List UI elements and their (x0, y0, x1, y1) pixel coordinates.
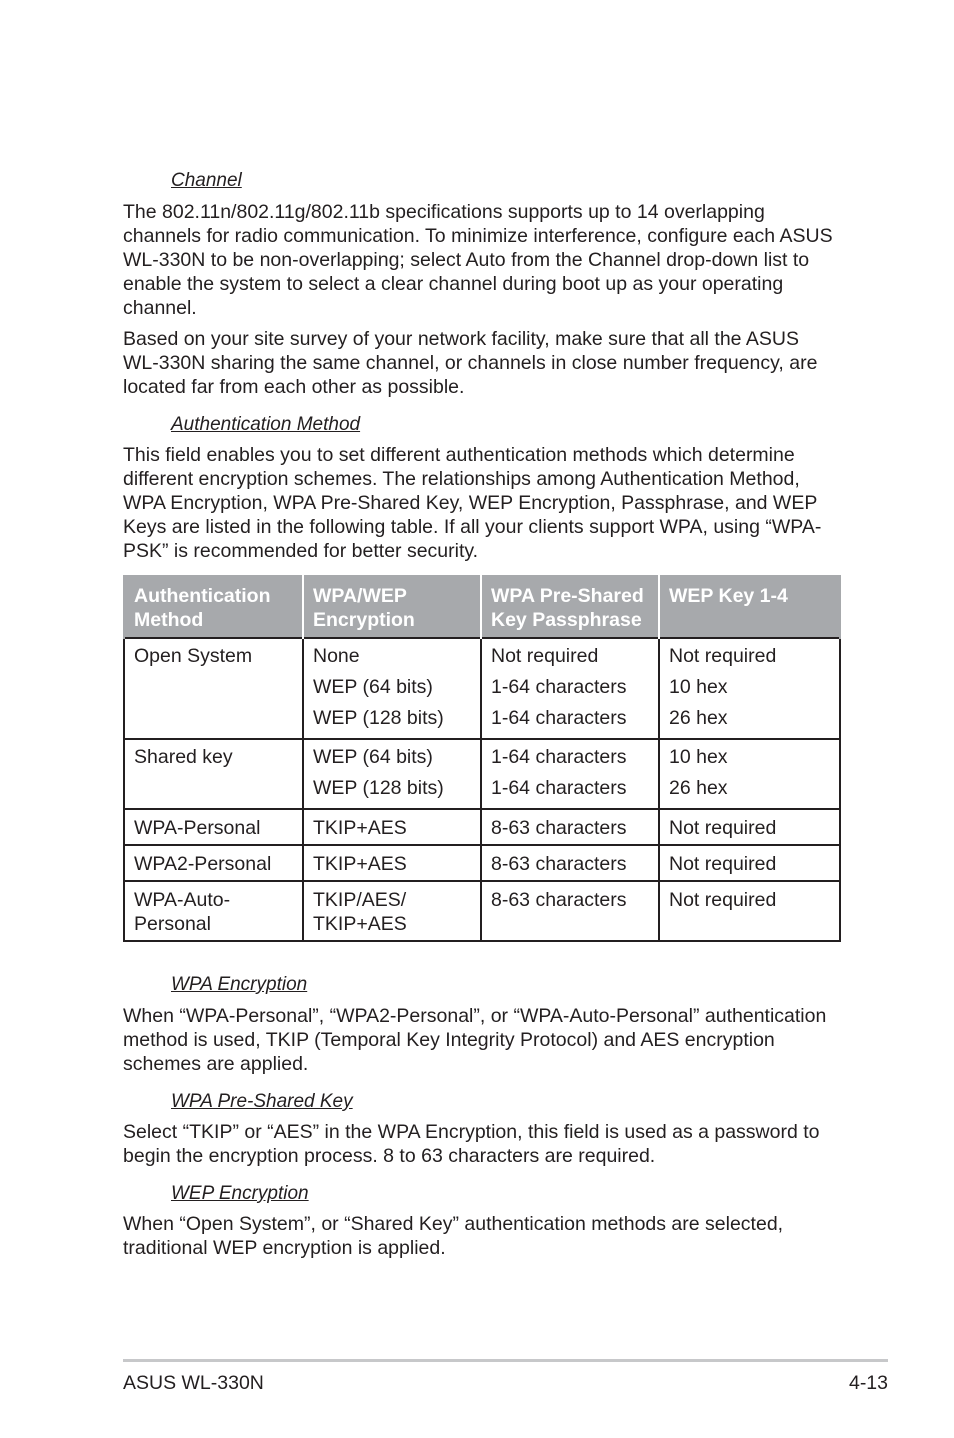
table-row (124, 845, 840, 881)
cell-text: 1-64 characters (491, 746, 627, 768)
cell-method: WPA2-Personal (124, 845, 303, 881)
table-row (124, 739, 840, 809)
section-heading-wep-encryption: WEP Encryption (171, 1183, 309, 1204)
cell-text: 1-64 characters (491, 707, 627, 729)
footer-rule (123, 1359, 888, 1362)
header-authentication-method (124, 576, 303, 638)
wpa-encryption-paragraph: When “WPA-Personal”, “WPA2-Personal”, or “WPA-Auto-Personal” authentication method is used, TKIP (Temporal Key Integrity Protocol) and AES encryption schemes are applied. (123, 1005, 827, 1075)
cell-text: WEP (64 bits) (313, 676, 433, 698)
cell-text: Personal (134, 913, 211, 935)
cell-wep-key (659, 739, 840, 809)
cell-text: 1-64 characters (491, 676, 627, 698)
cell-text: 26 hex (669, 777, 728, 799)
footer-page-number: 4-13 (848, 1372, 888, 1394)
cell-text: WEP (128 bits) (313, 777, 444, 799)
header-text: WEP Key 1-4 (669, 585, 788, 607)
cell-text: 26 hex (669, 707, 728, 729)
header-text: Authentication (134, 585, 271, 607)
header-wpa-psk-passphrase (481, 576, 659, 638)
cell-encryption (303, 739, 481, 809)
table-row (124, 881, 840, 941)
header-wpa-wep-encryption (303, 576, 481, 638)
cell-text: Not required (491, 645, 599, 667)
cell-method: WPA-Personal (124, 809, 303, 845)
cell-text: 10 hex (669, 746, 728, 768)
wep-encryption-paragraph: When “Open System”, or “Shared Key” authentication methods are selected, traditional WEP encryption is applied. (123, 1213, 784, 1259)
header-wep-key (659, 576, 840, 638)
cell-method (124, 881, 303, 941)
authentication-paragraph: This field enables you to set different authentication methods which determine different encryption schemes. The relationships among Authentication Method, WPA Encryption, WPA Pre-Shared Key, WEP Encryption, Passphrase, and WEP Keys are listed in the following table. If all your clients support WPA, using “WPA-PSK” is recommended for better security. (123, 444, 822, 562)
cell-text: WPA-Auto- (134, 889, 231, 911)
header-text: Key Passphrase (491, 609, 642, 631)
cell-encryption (303, 881, 481, 941)
table-row (124, 638, 840, 739)
table-row (124, 809, 840, 845)
table-header-row (124, 576, 840, 638)
header-text: WPA/WEP (313, 585, 407, 607)
cell-text: None (313, 645, 360, 667)
cell-text: TKIP/AES/ (313, 889, 407, 911)
footer-product-name: ASUS WL-330N (123, 1372, 264, 1394)
cell-text: Not required (669, 645, 777, 667)
cell-text: Shared key (134, 746, 233, 768)
cell-passphrase: 8-63 characters (481, 809, 659, 845)
section-heading-wpa-pre-shared-key: WPA Pre-Shared Key (171, 1091, 353, 1112)
cell-encryption: TKIP+AES (303, 845, 481, 881)
header-text: WPA Pre-Shared (491, 585, 644, 607)
header-text: Encryption (313, 609, 415, 631)
cell-wep-key: Not required (659, 845, 840, 881)
cell-passphrase (481, 638, 659, 739)
cell-text: Open System (134, 645, 253, 667)
cell-passphrase: 8-63 characters (481, 845, 659, 881)
channel-paragraph-1: The 802.11n/802.11g/802.11b specifications supports up to 14 overlapping channels for radio communication. To minimize interference, configure each ASUS WL-330N to be non-overlapping; select Auto from the Channel drop-down list to enable the system to select a clear channel during boot up as your operating channel. (123, 201, 833, 319)
cell-text: TKIP+AES (313, 913, 407, 935)
cell-text: WEP (64 bits) (313, 746, 433, 768)
channel-paragraph-2: Based on your site survey of your network facility, make sure that all the ASUS WL-330N sharing the same channel, or channels in close number frequency, are located far from each other as possible. (123, 328, 818, 398)
cell-wep-key (659, 638, 840, 739)
cell-encryption: TKIP+AES (303, 809, 481, 845)
authentication-table (123, 575, 841, 942)
cell-text: WEP (128 bits) (313, 707, 444, 729)
section-heading-channel: Channel (171, 170, 242, 191)
cell-passphrase: 8-63 characters (481, 881, 659, 941)
cell-encryption (303, 638, 481, 739)
section-heading-authentication-method: Authentication Method (171, 414, 361, 435)
wpa-psk-paragraph: Select “TKIP” or “AES” in the WPA Encryption, this field is used as a password to begin the encryption process. 8 to 63 characters are required. (123, 1121, 820, 1167)
header-text: Method (134, 609, 204, 631)
section-heading-wpa-encryption: WPA Encryption (171, 974, 308, 995)
cell-method (124, 638, 303, 739)
cell-method (124, 739, 303, 809)
cell-wep-key: Not required (659, 881, 840, 941)
cell-text: 1-64 characters (491, 777, 627, 799)
cell-passphrase (481, 739, 659, 809)
cell-text: 10 hex (669, 676, 728, 698)
cell-wep-key: Not required (659, 809, 840, 845)
